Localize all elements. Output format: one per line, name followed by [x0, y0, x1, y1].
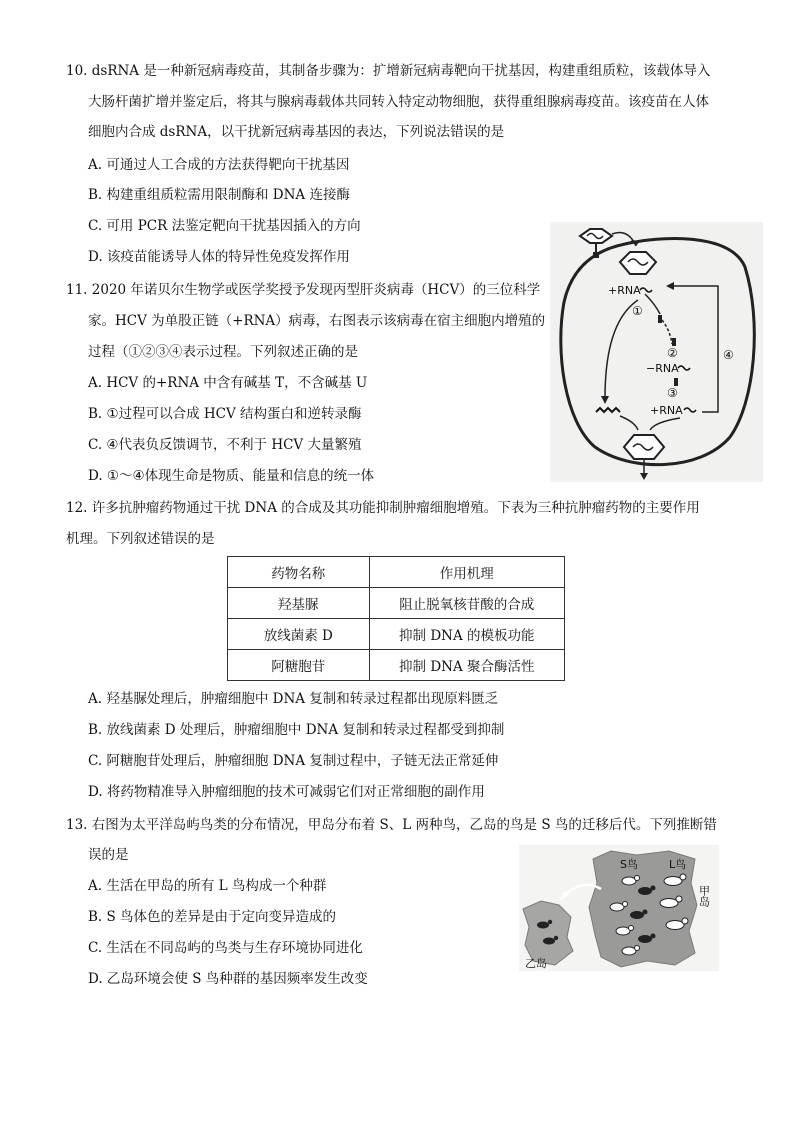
- q12-option-b: B. 放线菌素 D 处理后，肿瘤细胞中 DNA 复制和转录过程都受到抑制: [88, 722, 505, 738]
- island-birds-figure: [519, 845, 719, 971]
- progeny-virus-icon: [624, 435, 664, 459]
- table-header-row: [228, 557, 565, 588]
- q12-stem-line-1: 12. 许多抗肿瘤药物通过干扰 DNA 的合成及其功能抑制肿瘤细胞增殖。下表为三种抗肿瘤药物的主要作用: [66, 500, 700, 516]
- table-cell: 羟基脲: [228, 588, 370, 619]
- q10-stem-line-1: 10. dsRNA 是一种新冠病毒疫苗，其制备步骤为：扩增新冠病毒靶向干扰基因，构建重组质粒，该载体导入: [66, 63, 711, 79]
- q11-stem-line-2: 家。HCV 为单股正链（+RNA）病毒，右图表示该病毒在宿主细胞内增殖的: [88, 313, 546, 329]
- q12-option-d: D. 将药物精准导入肿瘤细胞的技术可减弱它们对正常细胞的副作用: [88, 784, 485, 800]
- q10-option-b: B. 构建重组质粒需用限制酶和 DNA 连接酶: [88, 187, 350, 203]
- q11-option-d: D. ①～④体现生命是物质、能量和信息的统一体: [88, 468, 375, 484]
- q11-option-b: B. ①过程可以合成 HCV 结构蛋白和逆转录酶: [88, 406, 362, 422]
- q13-option-d: D. 乙岛环境会使 S 鸟种群的基因频率发生改变: [88, 971, 368, 987]
- label-l-bird: L鸟: [669, 858, 687, 871]
- q11-option-c: C. ④代表负反馈调节，不利于 HCV 大量繁殖: [88, 437, 362, 453]
- label-step-2: ②: [667, 346, 678, 360]
- table-row: [228, 588, 565, 619]
- q10-stem-line-3: 细胞内合成 dsRNA，以干扰新冠病毒基因的表达，下列说法错误的是: [88, 124, 505, 140]
- label-island-yi: 乙岛: [525, 957, 547, 970]
- q11-option-a: A. HCV 的+RNA 中含有碱基 T，不含碱基 U: [88, 375, 368, 391]
- label-s-bird: S鸟: [620, 858, 638, 871]
- table-cell: 阻止脱氧核苷酸的合成: [369, 588, 564, 619]
- label-rna-top: +RNA: [608, 284, 641, 297]
- label-step-3: ③: [667, 386, 678, 400]
- label-island-jia-1: 甲岛: [697, 885, 711, 907]
- label-step-1: ①: [632, 304, 643, 318]
- hcv-cycle-figure: [550, 222, 763, 482]
- q13-option-c: C. 生活在不同岛屿的鸟类与生存环境协同进化: [88, 940, 363, 956]
- q11-stem-line-3: 过程（①②③④表示过程。下列叙述正确的是: [88, 344, 358, 360]
- q13-stem-line-1: 13. 右图为太平洋岛屿鸟类的分布情况，甲岛分布着 S、L 两种鸟，乙岛的鸟是 S 鸟的迁移后代。下列推断错: [66, 817, 717, 833]
- q10-option-c: C. 可用 PCR 法鉴定靶向干扰基因插入的方向: [88, 218, 361, 234]
- table-header-cell: 作用机理: [369, 557, 564, 588]
- q12-stem-line-2: 机理。下列叙述错误的是: [66, 531, 215, 547]
- protein-mark-2: [672, 338, 676, 346]
- protein-mark-3: [674, 378, 678, 386]
- drug-mechanism-table: [227, 556, 565, 681]
- q10-option-d: D. 该疫苗能诱导人体的特异性免疫发挥作用: [88, 249, 350, 265]
- table-header-cell: 药物名称: [228, 557, 370, 588]
- table-cell: 阿糖胞苷: [228, 650, 370, 681]
- label-step-4: ④: [723, 348, 734, 362]
- q13-stem-line-2: 误的是: [88, 847, 129, 863]
- table-row: [228, 619, 565, 650]
- label-rna-bottom: +RNA: [650, 404, 683, 417]
- q13-option-a: A. 生活在甲岛的所有 L 鸟构成一个种群: [88, 878, 327, 894]
- table-cell: 抑制 DNA 聚合酶活性: [369, 650, 564, 681]
- table-cell: 放线菌素 D: [228, 619, 370, 650]
- q10-stem-line-2: 大肠杆菌扩增并鉴定后，将其与腺病毒载体共同转入特定动物细胞，获得重组腺病毒疫苗。该疫苗在人体: [88, 94, 709, 110]
- protein-mark-1: [658, 315, 662, 323]
- table-row: [228, 650, 565, 681]
- label-rna-minus: −RNA: [646, 362, 679, 375]
- table-cell: 抑制 DNA 的模板功能: [369, 619, 564, 650]
- q11-stem-line-1: 11. 2020 年诺贝尔生物学或医学奖授予发现丙型肝炎病毒（HCV）的三位科学: [66, 282, 541, 298]
- q12-option-a: A. 羟基脲处理后，肿瘤细胞中 DNA 复制和转录过程都出现原料匮乏: [88, 691, 499, 707]
- q13-option-b: B. S 鸟体色的差异是由于定向变异造成的: [88, 909, 337, 925]
- q10-option-a: A. 可通过人工合成的方法获得靶向干扰基因: [88, 157, 350, 173]
- q12-option-c: C. 阿糖胞苷处理后，肿瘤细胞 DNA 复制过程中，子链无法正常延伸: [88, 753, 499, 769]
